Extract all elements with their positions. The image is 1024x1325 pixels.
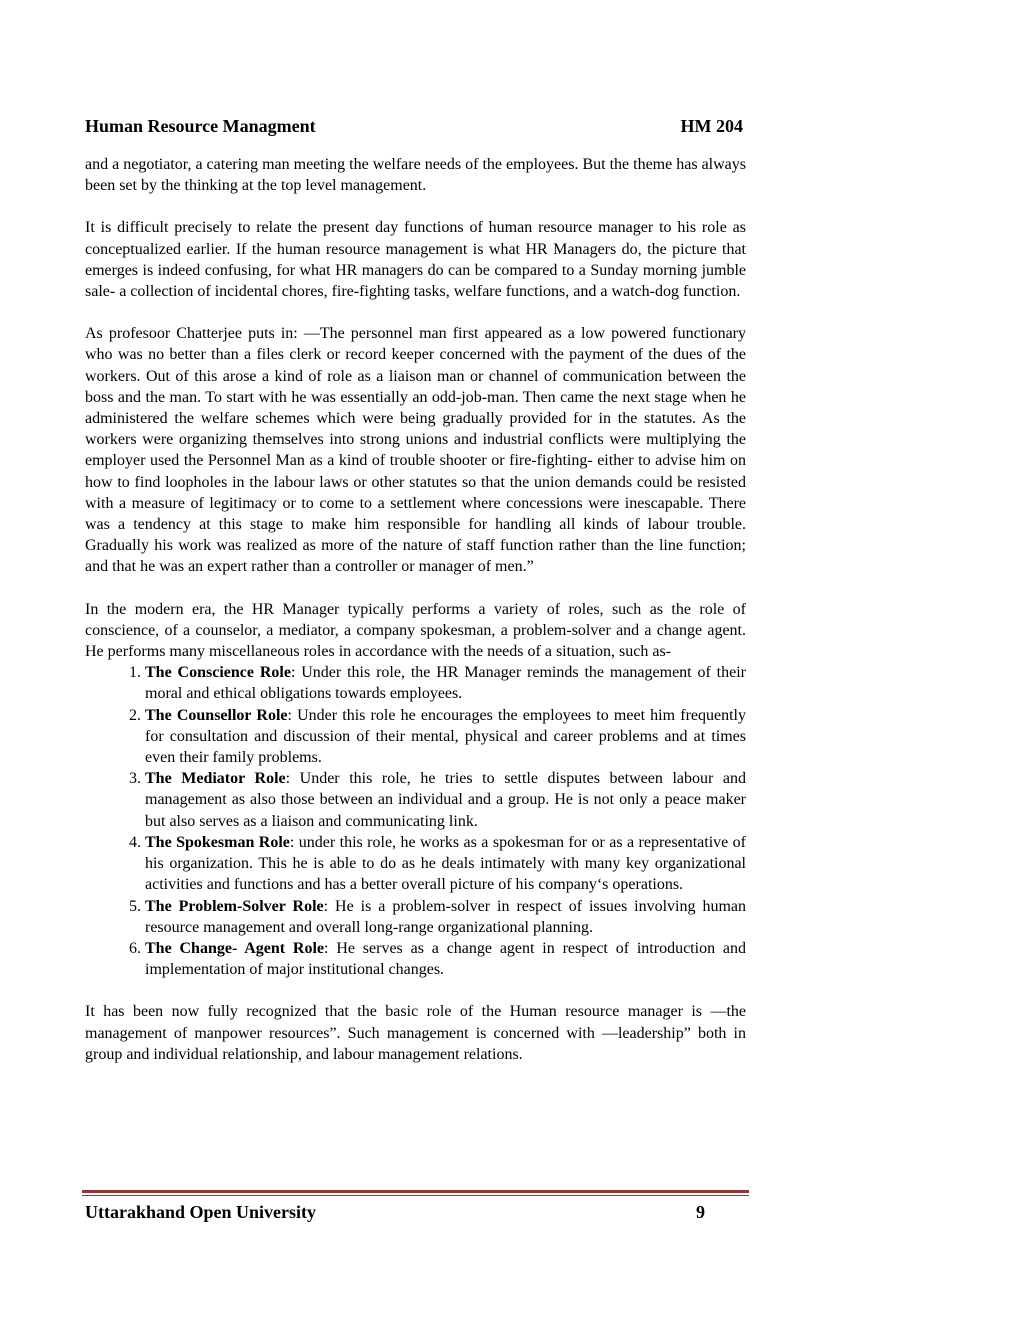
paragraph-modern-era: In the modern era, the HR Manager typically performs a variety of roles, such as the role of conscience, of a counselor, a mediator, a company spokesman, a problem-solver and a change agent. He performs many miscellaneous roles in accordance with the needs of a situation, such as- xyxy=(85,600,746,661)
role-description: : He is a problem-solver in respect of issues involving human resource management and overall long-range organizational planning. xyxy=(145,897,747,936)
role-description: : Under this role, he tries to settle disputes between labour and management as also those between an individual and a group. He is not only a peace maker but also serves as a liaison and communicating link. xyxy=(145,770,746,830)
roles-list xyxy=(85,662,746,980)
page-number: 9 xyxy=(696,1202,705,1222)
role-title: The Problem-Solver Role xyxy=(145,897,324,915)
role-description: : He serves as a change agent in respect of introduction and implementation of major institutional changes. xyxy=(145,939,747,979)
paragraph-closing: It has been now fully recognized that the basic role of the Human resource manager is ―the management of manpower resources”. Such management is concerned with ―leadership” both in group and individual relationship, and labour management relations. xyxy=(85,1003,746,1063)
list-item xyxy=(145,938,746,980)
role-title: The Mediator Role xyxy=(145,770,286,788)
footer-divider xyxy=(82,1190,749,1193)
list-item xyxy=(145,662,746,704)
role-description: : Under this role he encourages the employees to meet him frequently for consultation and discussion of their mental, physical and career problems and at times even their family problems. xyxy=(145,706,746,767)
role-title: The Change- Agent Role xyxy=(145,939,325,957)
list-item xyxy=(145,832,746,896)
list-item xyxy=(145,705,746,769)
role-title: The Spokesman Role xyxy=(145,833,290,851)
list-item xyxy=(145,768,746,832)
paragraph-continuation: and a negotiator, a catering man meeting the welfare needs of the employees. But the theme has always been set by the thinking at the top level management. xyxy=(85,156,746,195)
page-body xyxy=(85,154,746,1086)
paragraph-present-functions: It is difficult precisely to relate the present day functions of human resource manager to his role as conceptualized earlier. If the human resource management is what HR Managers do, the picture that emerges is indeed confusing, for what HR managers do can be compared to a Sunday morning jumble sale- a collection of incidental chores, fire-fighting tasks, welfare functions, and a watch-dog function. xyxy=(85,219,746,301)
role-description: : Under this role, the HR Manager reminds the management of their moral and ethical obligations towards employees. xyxy=(145,664,746,703)
course-title: Human Resource Managment xyxy=(85,116,316,136)
course-code: HM 204 xyxy=(680,116,743,136)
role-description: : under this role, he works as a spokesman for or as a representative of his organization. This he is able to do as he deals intimately with many key organizational activities and functions and has a better overall picture of his company‘s operations. xyxy=(145,833,746,894)
footer-divider-thin xyxy=(82,1195,749,1196)
role-title: The Counsellor Role xyxy=(145,706,288,724)
role-title: The Conscience Role xyxy=(145,664,291,682)
university-name: Uttarakhand Open University xyxy=(85,1202,317,1222)
list-item xyxy=(145,896,746,938)
paragraph-chatterjee-quote: As profesoor Chatterjee puts in: ―The personnel man first appeared as a low powered functionary who was no better than a files clerk or record keeper concerned with the payment of the dues of the workers. Out of this arose a kind of role as a liaison man or channel of communication between the boss and the man. To start with he was essentially an odd-job-man. Then came the next stage when he administered the welfare schemes which were being gradually provided for in the statutes. As the workers were organizing themselves into strong unions and industrial conflicts were multiplying the employer used the Personnel Man as a kind of trouble shooter or fire-fighting- either to advise him on how to find loopholes in the labour laws or other statutes so that the union demands could be resisted with a measure of legitimacy or to come to a settlement where concessions were inescapable. There was a tendency at this stage to make him responsible for handling all kinds of labour trouble. Gradually his work was realized as more of the nature of staff function rather than the line function; and that he was an expert rather than a controller or manager of men.” xyxy=(85,325,746,576)
